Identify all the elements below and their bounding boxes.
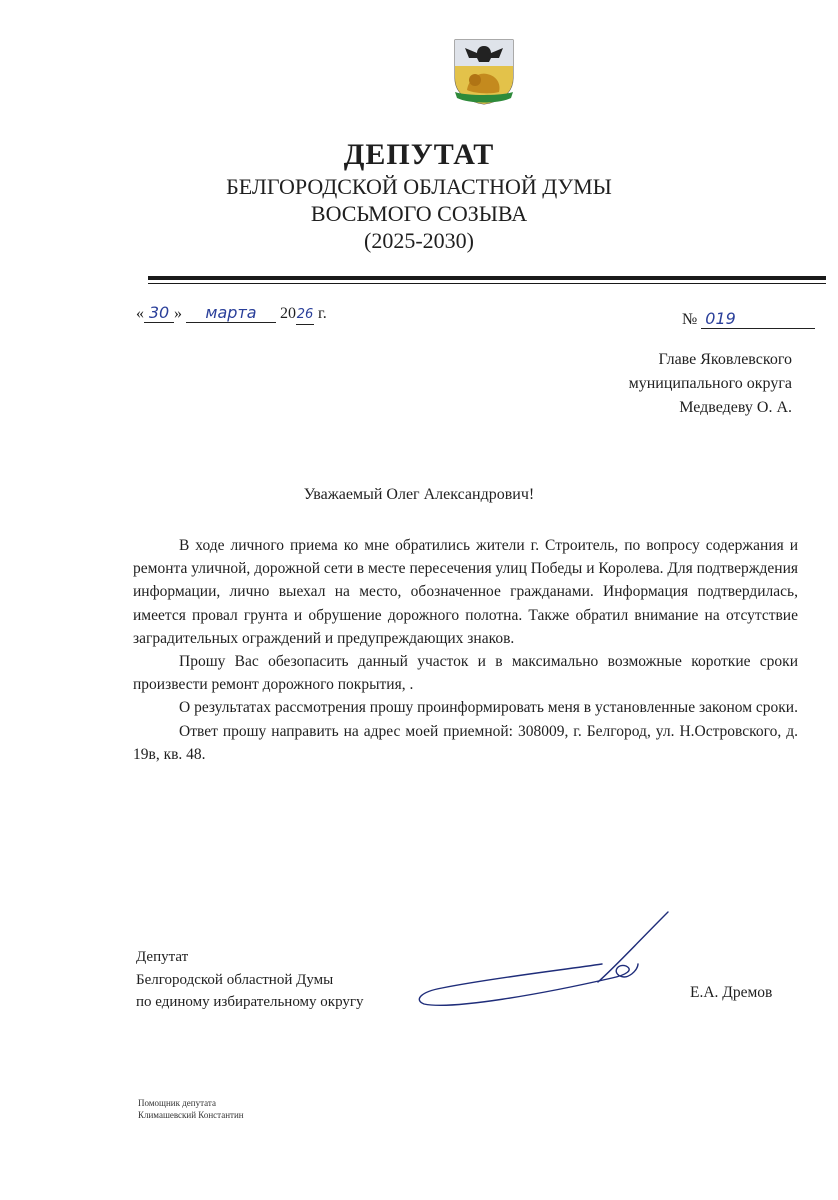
document-date [136, 304, 327, 325]
document-number [682, 310, 815, 329]
signer-name: Е.А. Дремов [690, 984, 773, 1001]
date-month: марта [186, 304, 276, 323]
header-title: ДЕПУТАТ [343, 138, 495, 171]
date-year-prefix: 20 [280, 305, 296, 322]
signer-title-block [136, 946, 364, 1014]
date-year-suffix: 26 [296, 306, 314, 325]
date-day: 30 [144, 304, 174, 323]
assistant-name: Климашевский Константин [138, 1110, 244, 1120]
body-paragraph-2: Прошу Вас обезопасить данный участок и в максимально возможные короткие сроки произвести ремонт дорожного покрытия, . [133, 653, 798, 694]
assistant-title: Помощник депутата [138, 1098, 216, 1108]
addressee-block [629, 348, 792, 420]
header-divider-thick [148, 276, 826, 280]
signer-title-line-1: Депутат [136, 949, 189, 965]
addressee-line-1: Главе Яковлевского [658, 351, 792, 368]
addressee-line-2: муниципального округа [628, 375, 792, 392]
handwritten-signature [412, 908, 676, 1012]
header-organization: БЕЛГОРОДСКОЙ ОБЛАСТНОЙ ДУМЫ [226, 174, 612, 199]
assistant-block [138, 1097, 244, 1121]
date-close-quote: » [174, 305, 182, 322]
document-number-value: 019 [701, 310, 815, 329]
coat-of-arms-icon [453, 38, 515, 106]
letter-body [133, 534, 798, 766]
document-number-label: № [682, 311, 698, 328]
signer-title-line-2: Белгородской областной Думы [136, 971, 334, 988]
date-open-quote: « [136, 305, 144, 322]
header-term: (2025-2030) [364, 228, 474, 253]
signer-title-line-3: по единому избирательному округу [136, 994, 364, 1010]
date-suffix: г. [318, 305, 327, 322]
body-paragraph-4: Ответ прошу направить на адрес моей приемной: 308009, г. Белгород, ул. Н.Островского, д. 19в, кв. 48. [133, 722, 798, 763]
body-paragraph-1: В ходе личного приема ко мне обратились жители г. Строитель, по вопросу содержания и ремонта уличной, дорожной сети в месте пересечения улиц Победы и Королева. Для подтверждения информации, лично выехал на место, обозначенное гражданами. Информация подтвердилась, имеется провал грунта и обрушение дорожного полотна. Также обратил внимание на отсутствие заградительных ограждений и предупреждающих знаков. [133, 537, 798, 647]
addressee-line-3: Медведеву О. А. [679, 399, 792, 416]
salutation: Уважаемый Олег Александрович! [303, 486, 535, 503]
header-divider-thin [148, 283, 826, 284]
header-convocation: ВОСЬМОГО СОЗЫВА [310, 201, 528, 226]
body-paragraph-3: О результатах рассмотрения прошу проинформировать меня в установленные законом сроки. [179, 699, 798, 717]
